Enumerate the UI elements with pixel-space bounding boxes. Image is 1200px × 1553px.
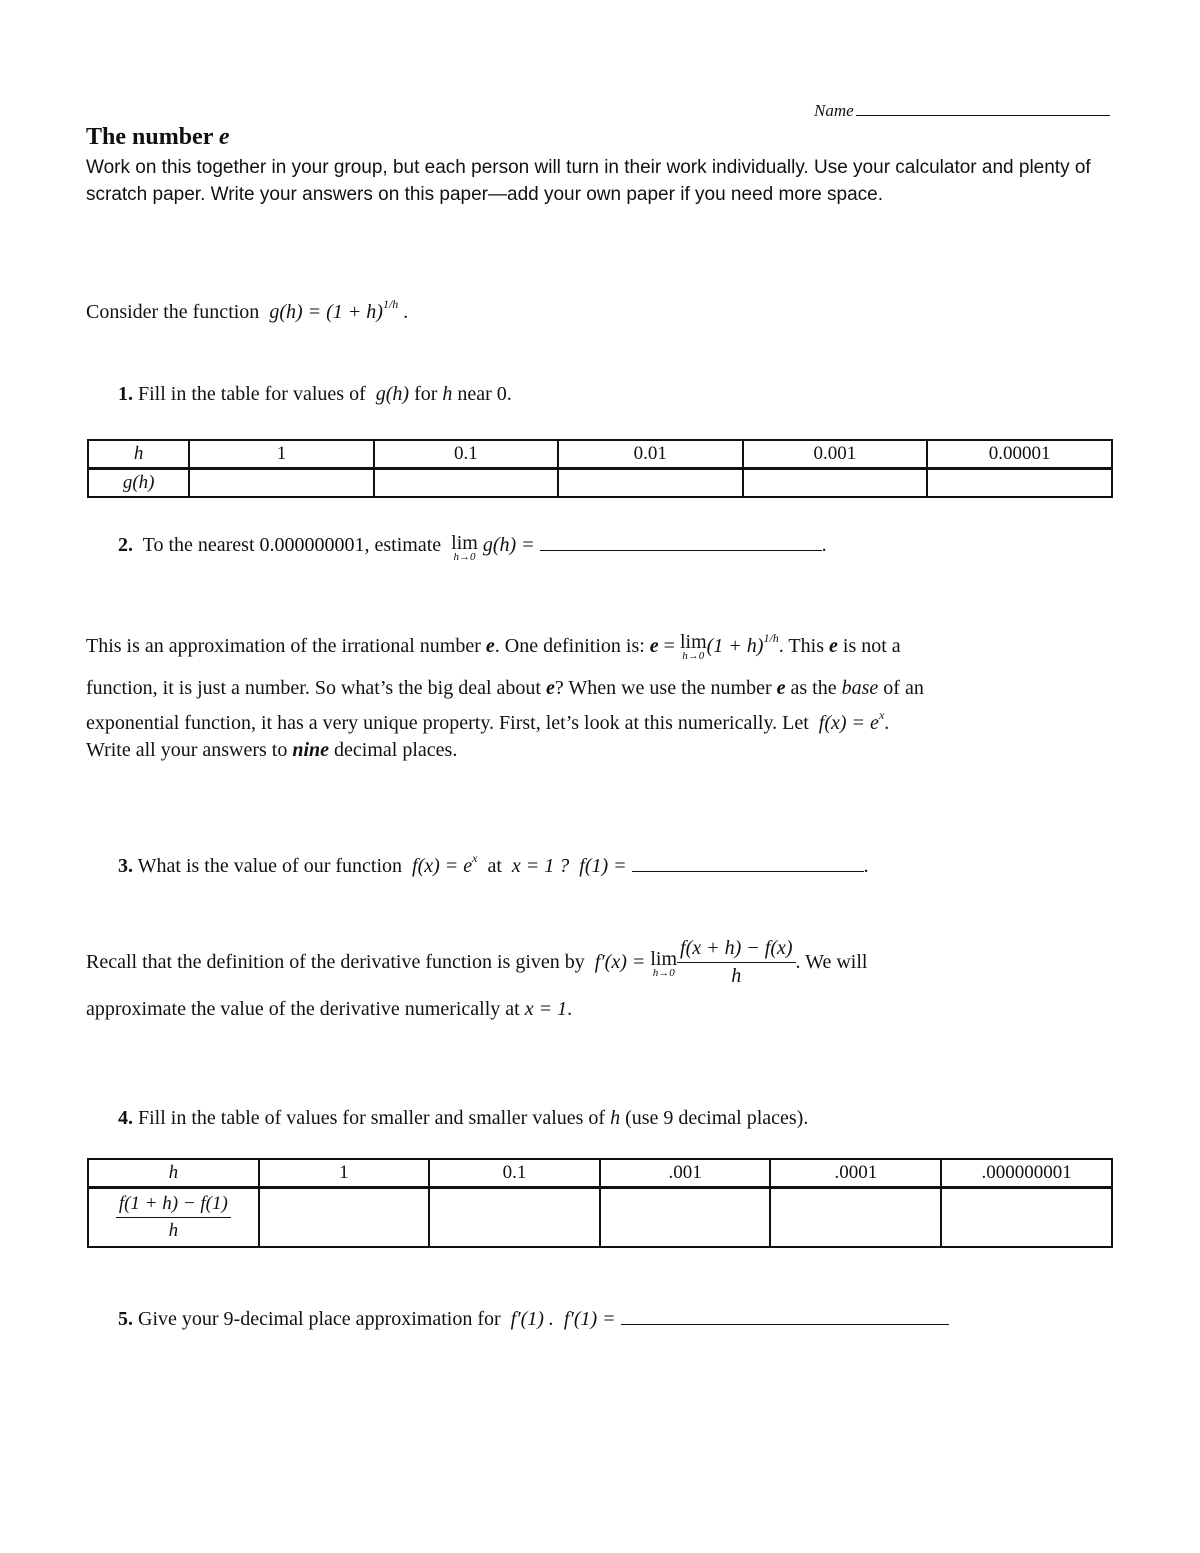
- definition-line-1: This is an approximation of the irrational number e. One definition is: e = lim h→0 $(1 + h)^{1/h}$. This e is not a: [86, 631, 901, 662]
- table1-answer-cell[interactable]: [189, 468, 373, 497]
- answer-blank-2[interactable]: [540, 532, 822, 551]
- table2-col: .000000001: [941, 1159, 1112, 1187]
- definition-line-4: Write all your answers to nine decimal places.: [86, 739, 458, 761]
- table-2: [87, 1158, 1113, 1248]
- limit-symbol: lim h→0: [451, 532, 478, 563]
- table2-header-quotient: $\frac{f(1 + h) - f(1)}{h}$: [88, 1187, 259, 1247]
- limit-symbol: lim h→0: [679, 631, 707, 662]
- name-label: Name: [814, 101, 854, 120]
- table1-col: 0.01: [558, 440, 743, 468]
- table2-col: 1: [259, 1159, 430, 1187]
- table2-answer-cell[interactable]: [429, 1187, 600, 1247]
- table1-answer-cell[interactable]: [743, 468, 928, 497]
- table2-answer-cell[interactable]: [770, 1187, 941, 1247]
- difference-quotient: $\frac{f(x + h) - f(x)}{h}$: [677, 937, 796, 988]
- table2-answer-cell[interactable]: [941, 1187, 1112, 1247]
- table2-col: .0001: [770, 1159, 941, 1187]
- question-4: 4. Fill in the table of values for smaller and smaller values of h (use 9 decimal places).: [118, 1107, 809, 1129]
- answer-blank-5[interactable]: [621, 1306, 949, 1325]
- table1-header-gh: g(h): [88, 468, 189, 497]
- consider-line: Consider the function $g(h) = (1 + h)^{1/h}$ .: [86, 297, 409, 323]
- question-1: 1. Fill in the table for values of g(h) for h near 0.: [118, 383, 512, 405]
- question-3: 3. What is the value of our function $f(x) = e^x$ at x = 1 ? f(1) = .: [118, 851, 869, 877]
- table2-answer-cell[interactable]: [259, 1187, 430, 1247]
- definition-line-3: exponential function, it has a very unique property. First, let’s look at this numerically. Let $f(x) = e^x$.: [86, 708, 890, 734]
- name-blank[interactable]: [856, 100, 1110, 116]
- table-1: [87, 439, 1113, 498]
- table1-answer-cell[interactable]: [374, 468, 558, 497]
- table2-col: .001: [600, 1159, 771, 1187]
- table1-col: 0.001: [743, 440, 928, 468]
- question-5: 5. Give your 9-decimal place approximation for f′(1) . f′(1) =: [118, 1306, 949, 1331]
- limit-symbol: lim h→0: [650, 947, 678, 979]
- table1-col: 1: [189, 440, 373, 468]
- name-field: [814, 100, 1110, 121]
- table1-header-h: h: [88, 440, 189, 468]
- table2-header-h: h: [88, 1159, 259, 1187]
- table1-col: 0.00001: [927, 440, 1112, 468]
- definition-line-2: function, it is just a number. So what’s the big deal about e? When we use the number e as the base of an: [86, 677, 924, 699]
- derivative-definition: Recall that the definition of the derivative function is given by f′(x) = lim h→0 $\frac{f(x + h) - f(x)}{h}$ . We will: [86, 937, 868, 987]
- table1-col: 0.1: [374, 440, 558, 468]
- table1-answer-cell[interactable]: [558, 468, 743, 497]
- table2-answer-cell[interactable]: [600, 1187, 771, 1247]
- answer-blank-3[interactable]: [632, 853, 864, 872]
- question-2: 2. To the nearest 0.000000001, estimate lim h→0 g(h) = .: [118, 532, 827, 563]
- derivative-definition-line-2: approximate the value of the derivative numerically at x = 1.: [86, 998, 573, 1020]
- intro-paragraph: Work on this together in your group, but each person will turn in their work individually. Use your calculator and plenty of scratch paper. Write your answers on this paper—add your own paper if you need more space.: [86, 157, 1091, 205]
- table2-col: 0.1: [429, 1159, 600, 1187]
- table1-answer-cell[interactable]: [927, 468, 1112, 497]
- g-function: g(h) = (1 + h): [269, 301, 383, 323]
- page-title: The number e: [86, 124, 230, 150]
